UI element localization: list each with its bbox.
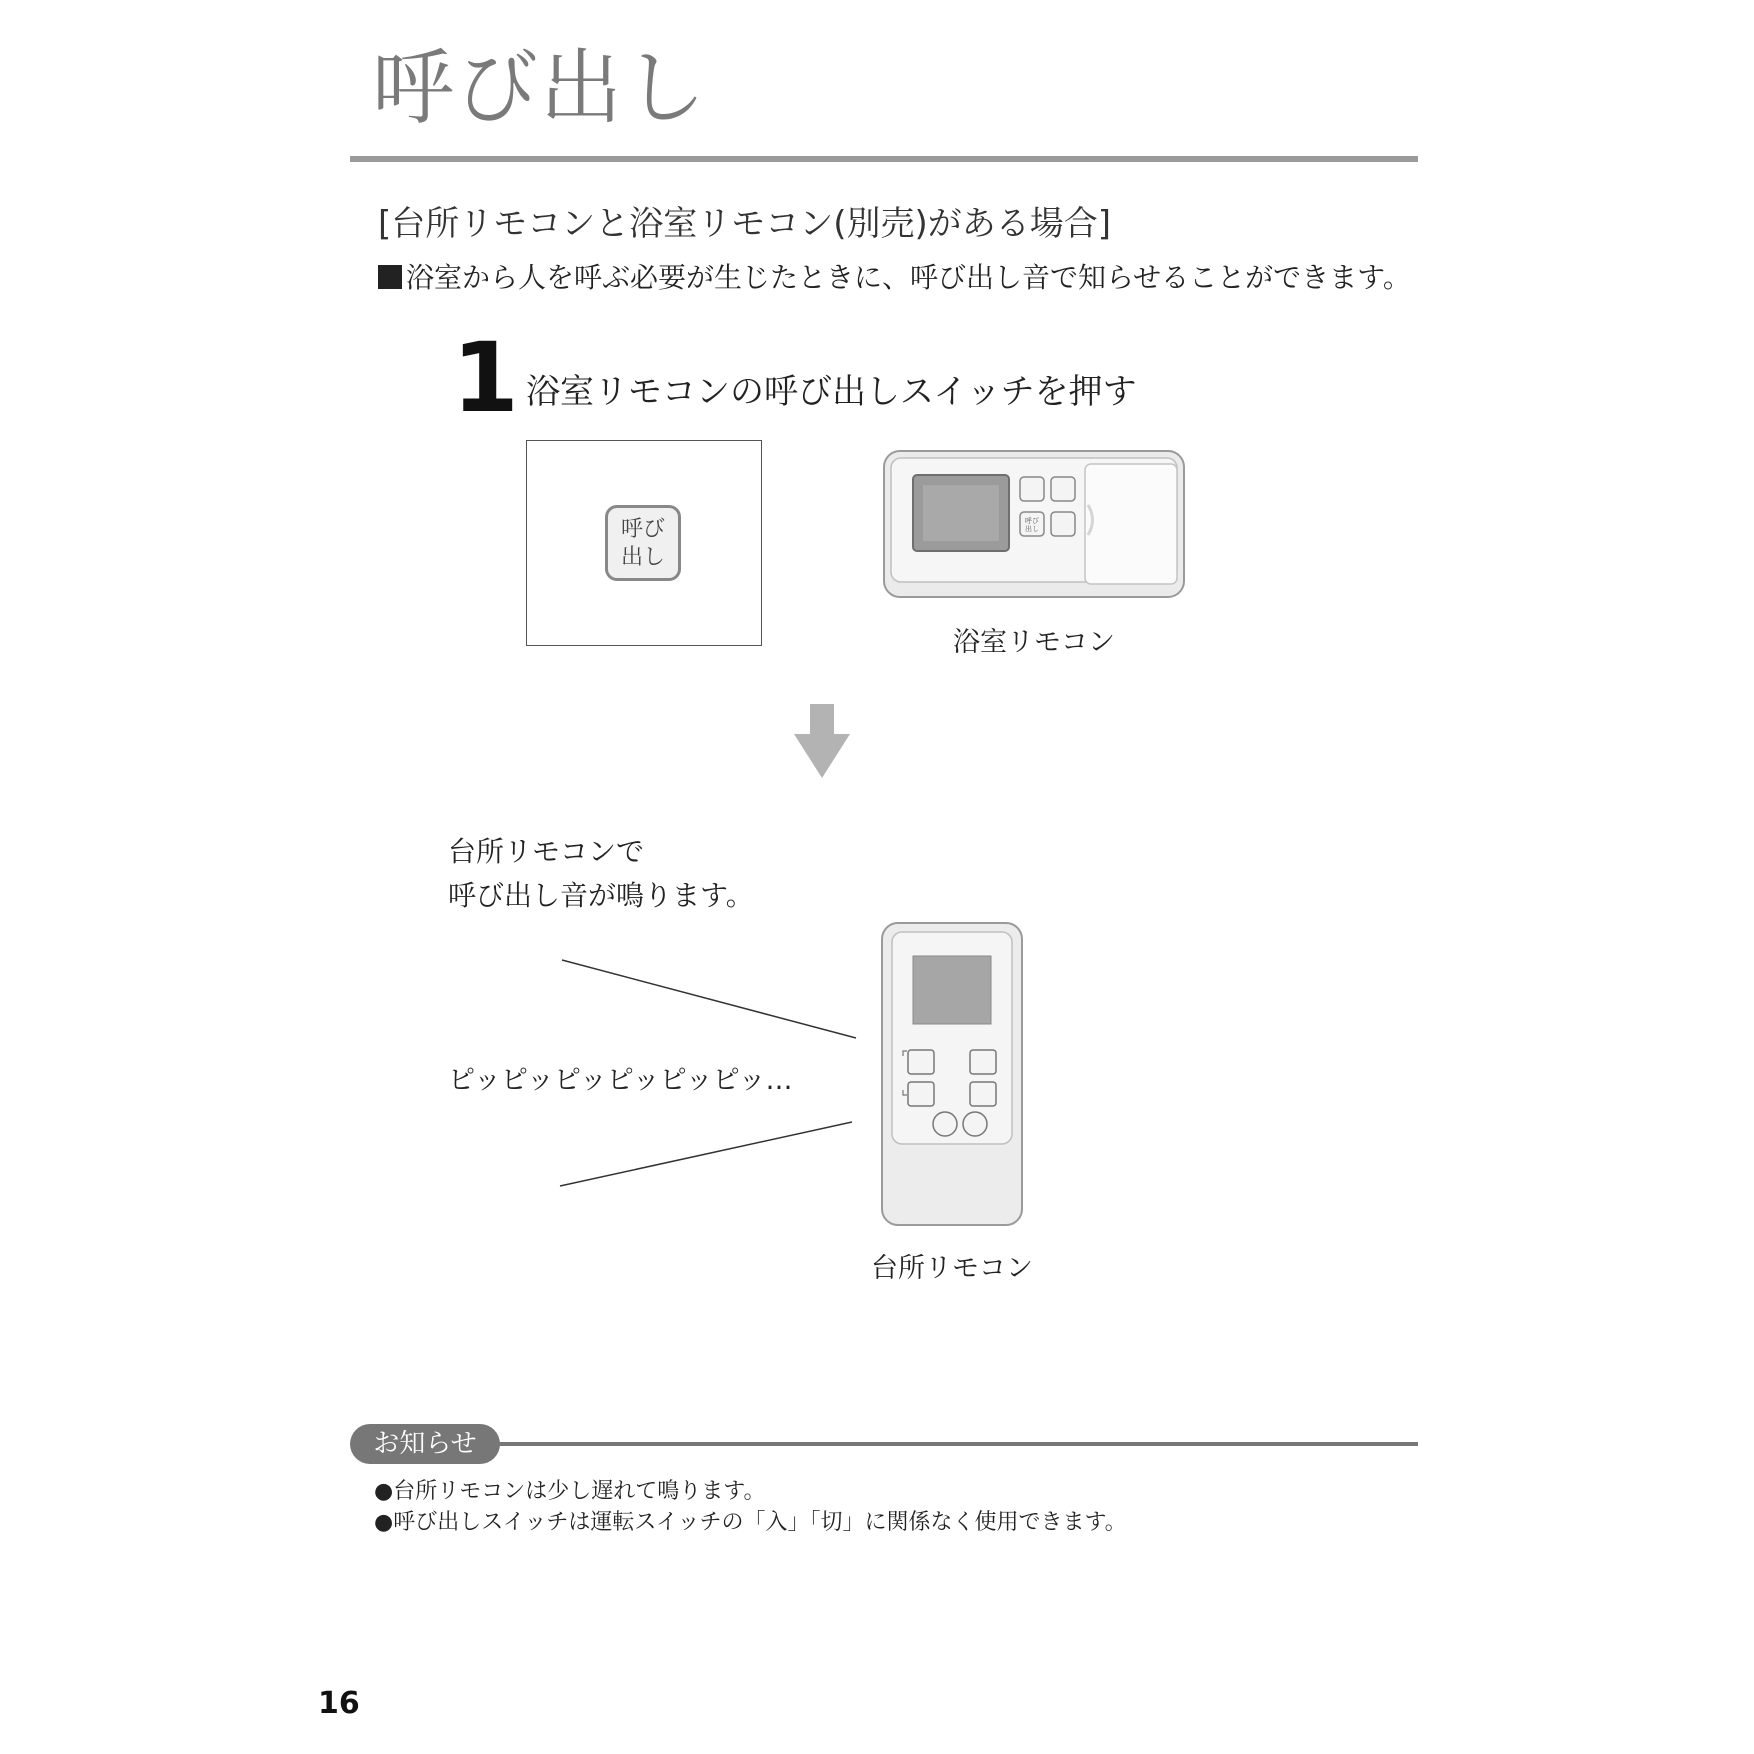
bath-remote-cover — [1085, 464, 1177, 584]
bath-remote-button — [1051, 512, 1075, 536]
kitchen-remote-button — [908, 1050, 934, 1074]
bath-remote-caption: 浴室リモコン — [953, 627, 1115, 658]
bath-remote-button — [1020, 477, 1044, 501]
kitchen-remote-round-button — [963, 1112, 987, 1136]
bullet-icon: ● — [374, 1510, 394, 1535]
page-title: 呼び出し — [372, 41, 709, 136]
kitchen-note — [448, 830, 754, 918]
notice-list — [374, 1476, 1127, 1538]
intro-text-body: 浴室から人を呼ぶ必要が生じたときに、呼び出し音で知らせることができます。 — [406, 261, 1411, 294]
kitchen-remote-button — [970, 1050, 996, 1074]
bath-remote-button — [1051, 477, 1075, 501]
intro-text — [378, 256, 1411, 296]
notice-label: お知らせ — [350, 1424, 500, 1464]
notice-item — [374, 1507, 1127, 1538]
kitchen-remote-button — [970, 1082, 996, 1106]
bath-remote-display-inner — [923, 485, 999, 541]
kitchen-remote-round-button — [933, 1112, 957, 1136]
notice-item — [374, 1476, 1127, 1507]
down-arrow-icon — [794, 704, 850, 778]
kitchen-note-line2: 呼び出し音が鳴ります。 — [448, 879, 754, 912]
call-button-closeup — [605, 505, 681, 581]
kitchen-remote-illustration — [881, 922, 1023, 1226]
bath-remote-call-button-label-line1: 呼び — [1025, 517, 1039, 525]
kitchen-remote-caption: 台所リモコン — [871, 1253, 1033, 1284]
kitchen-note-line1: 台所リモコンで — [448, 835, 645, 868]
page-number: 16 — [318, 1686, 360, 1721]
bath-remote-illustration — [883, 450, 1185, 598]
bath-remote-call-button-label-line2: 出し — [1025, 525, 1039, 533]
notice-item-text: 台所リモコンは少し遅れて鳴ります。 — [393, 1479, 766, 1504]
notice-divider — [498, 1442, 1418, 1446]
title-divider — [350, 156, 1418, 162]
kitchen-remote-display — [913, 956, 991, 1024]
section-heading: [台所リモコンと浴室リモコン(別売)がある場合] — [378, 204, 1112, 244]
kitchen-remote-button — [908, 1082, 934, 1106]
step-number: 1 — [452, 322, 519, 434]
step-instruction: 浴室リモコンの呼び出しスイッチを押す — [526, 372, 1137, 412]
call-button-closeup-label: 呼び 出し — [620, 517, 665, 570]
beep-sound-text: ピッピッピッピッピッピッ… — [448, 1065, 793, 1096]
bullet-icon: ● — [374, 1479, 394, 1504]
square-bullet-icon — [378, 265, 402, 289]
notice-item-text: 呼び出しスイッチは運転スイッチの「入」「切」に関係なく使用できます。 — [393, 1510, 1127, 1535]
